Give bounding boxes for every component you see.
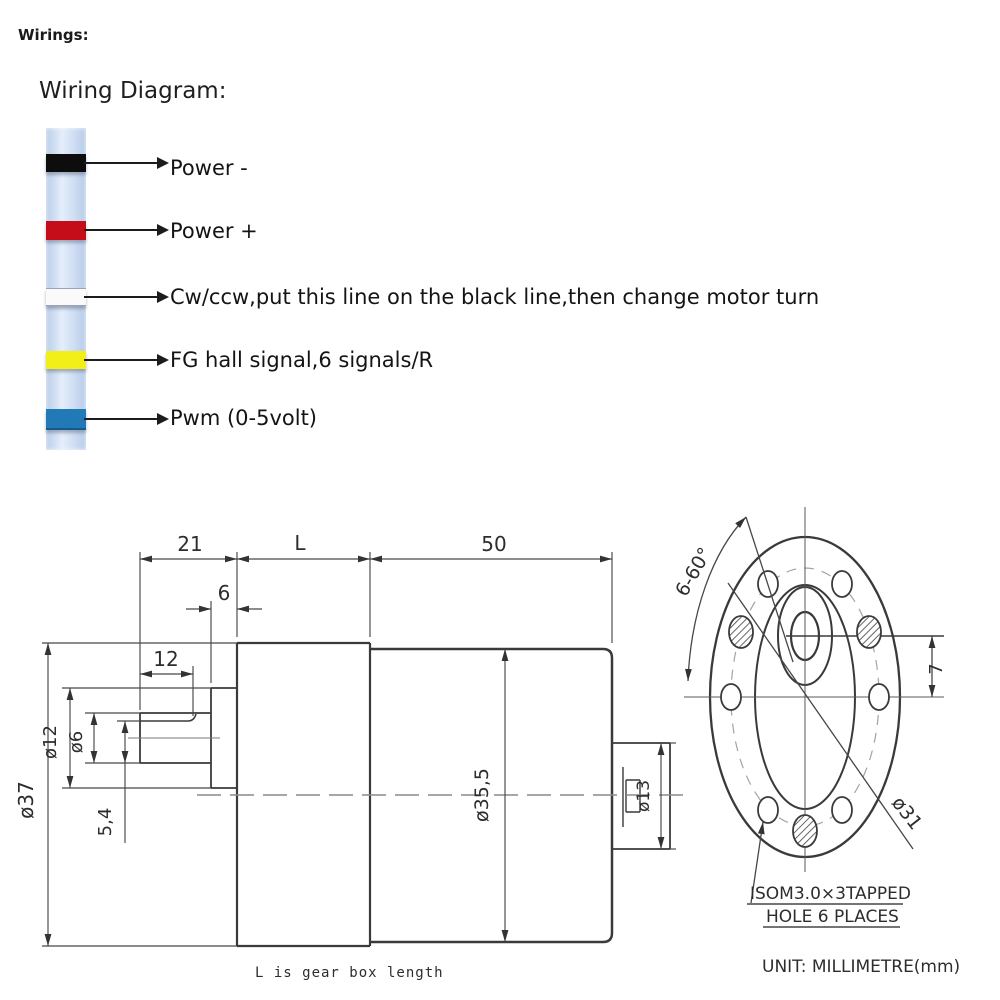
dim-d6: ø6 bbox=[66, 730, 87, 754]
unit-note: UNIT: MILLIMETRE(mm) bbox=[762, 957, 961, 977]
dim-d35-5: ø35,5 bbox=[471, 768, 493, 822]
wirings-heading: Wirings: bbox=[18, 26, 89, 44]
face-dimension-lines bbox=[688, 517, 932, 927]
dim-5-4: 5,4 bbox=[95, 807, 116, 837]
wire-label-white: Cw/ccw,put this line on the black line,then change motor turn bbox=[170, 285, 820, 309]
dim-d12: ø12 bbox=[40, 725, 61, 759]
wire-label-blue: Pwm (0-5volt) bbox=[170, 406, 317, 430]
dim-d31: ø31 bbox=[887, 792, 927, 835]
dimension-lines bbox=[42, 552, 676, 946]
dim-12: 12 bbox=[153, 647, 179, 671]
dimension-labels bbox=[14, 531, 654, 836]
wire-label-yellow: FG hall signal,6 signals/R bbox=[170, 348, 434, 372]
face-notes bbox=[750, 884, 960, 977]
dim-7: 7 bbox=[926, 663, 947, 675]
tapped-note-line1: ISOM3.0×3TAPPED bbox=[750, 884, 911, 904]
dim-21: 21 bbox=[177, 532, 203, 556]
dim-L: L bbox=[294, 531, 306, 555]
side-view bbox=[14, 531, 690, 981]
wire-label-black: Power - bbox=[170, 156, 248, 180]
dim-d37: ø37 bbox=[14, 781, 38, 819]
output-shaft bbox=[128, 688, 237, 788]
gearbox-length-note: L is gear box length bbox=[255, 965, 444, 981]
face-view bbox=[671, 507, 960, 977]
tapped-note-line2: HOLE 6 PLACES bbox=[766, 907, 899, 927]
dim-50: 50 bbox=[481, 532, 507, 556]
wiring-diagram-title: Wiring Diagram: bbox=[39, 78, 227, 104]
wire-label-red: Power + bbox=[170, 219, 258, 243]
dim-d13: ø13 bbox=[634, 779, 654, 813]
dim-6-60: 6-60° bbox=[671, 543, 717, 601]
dim-6: 6 bbox=[217, 581, 231, 605]
